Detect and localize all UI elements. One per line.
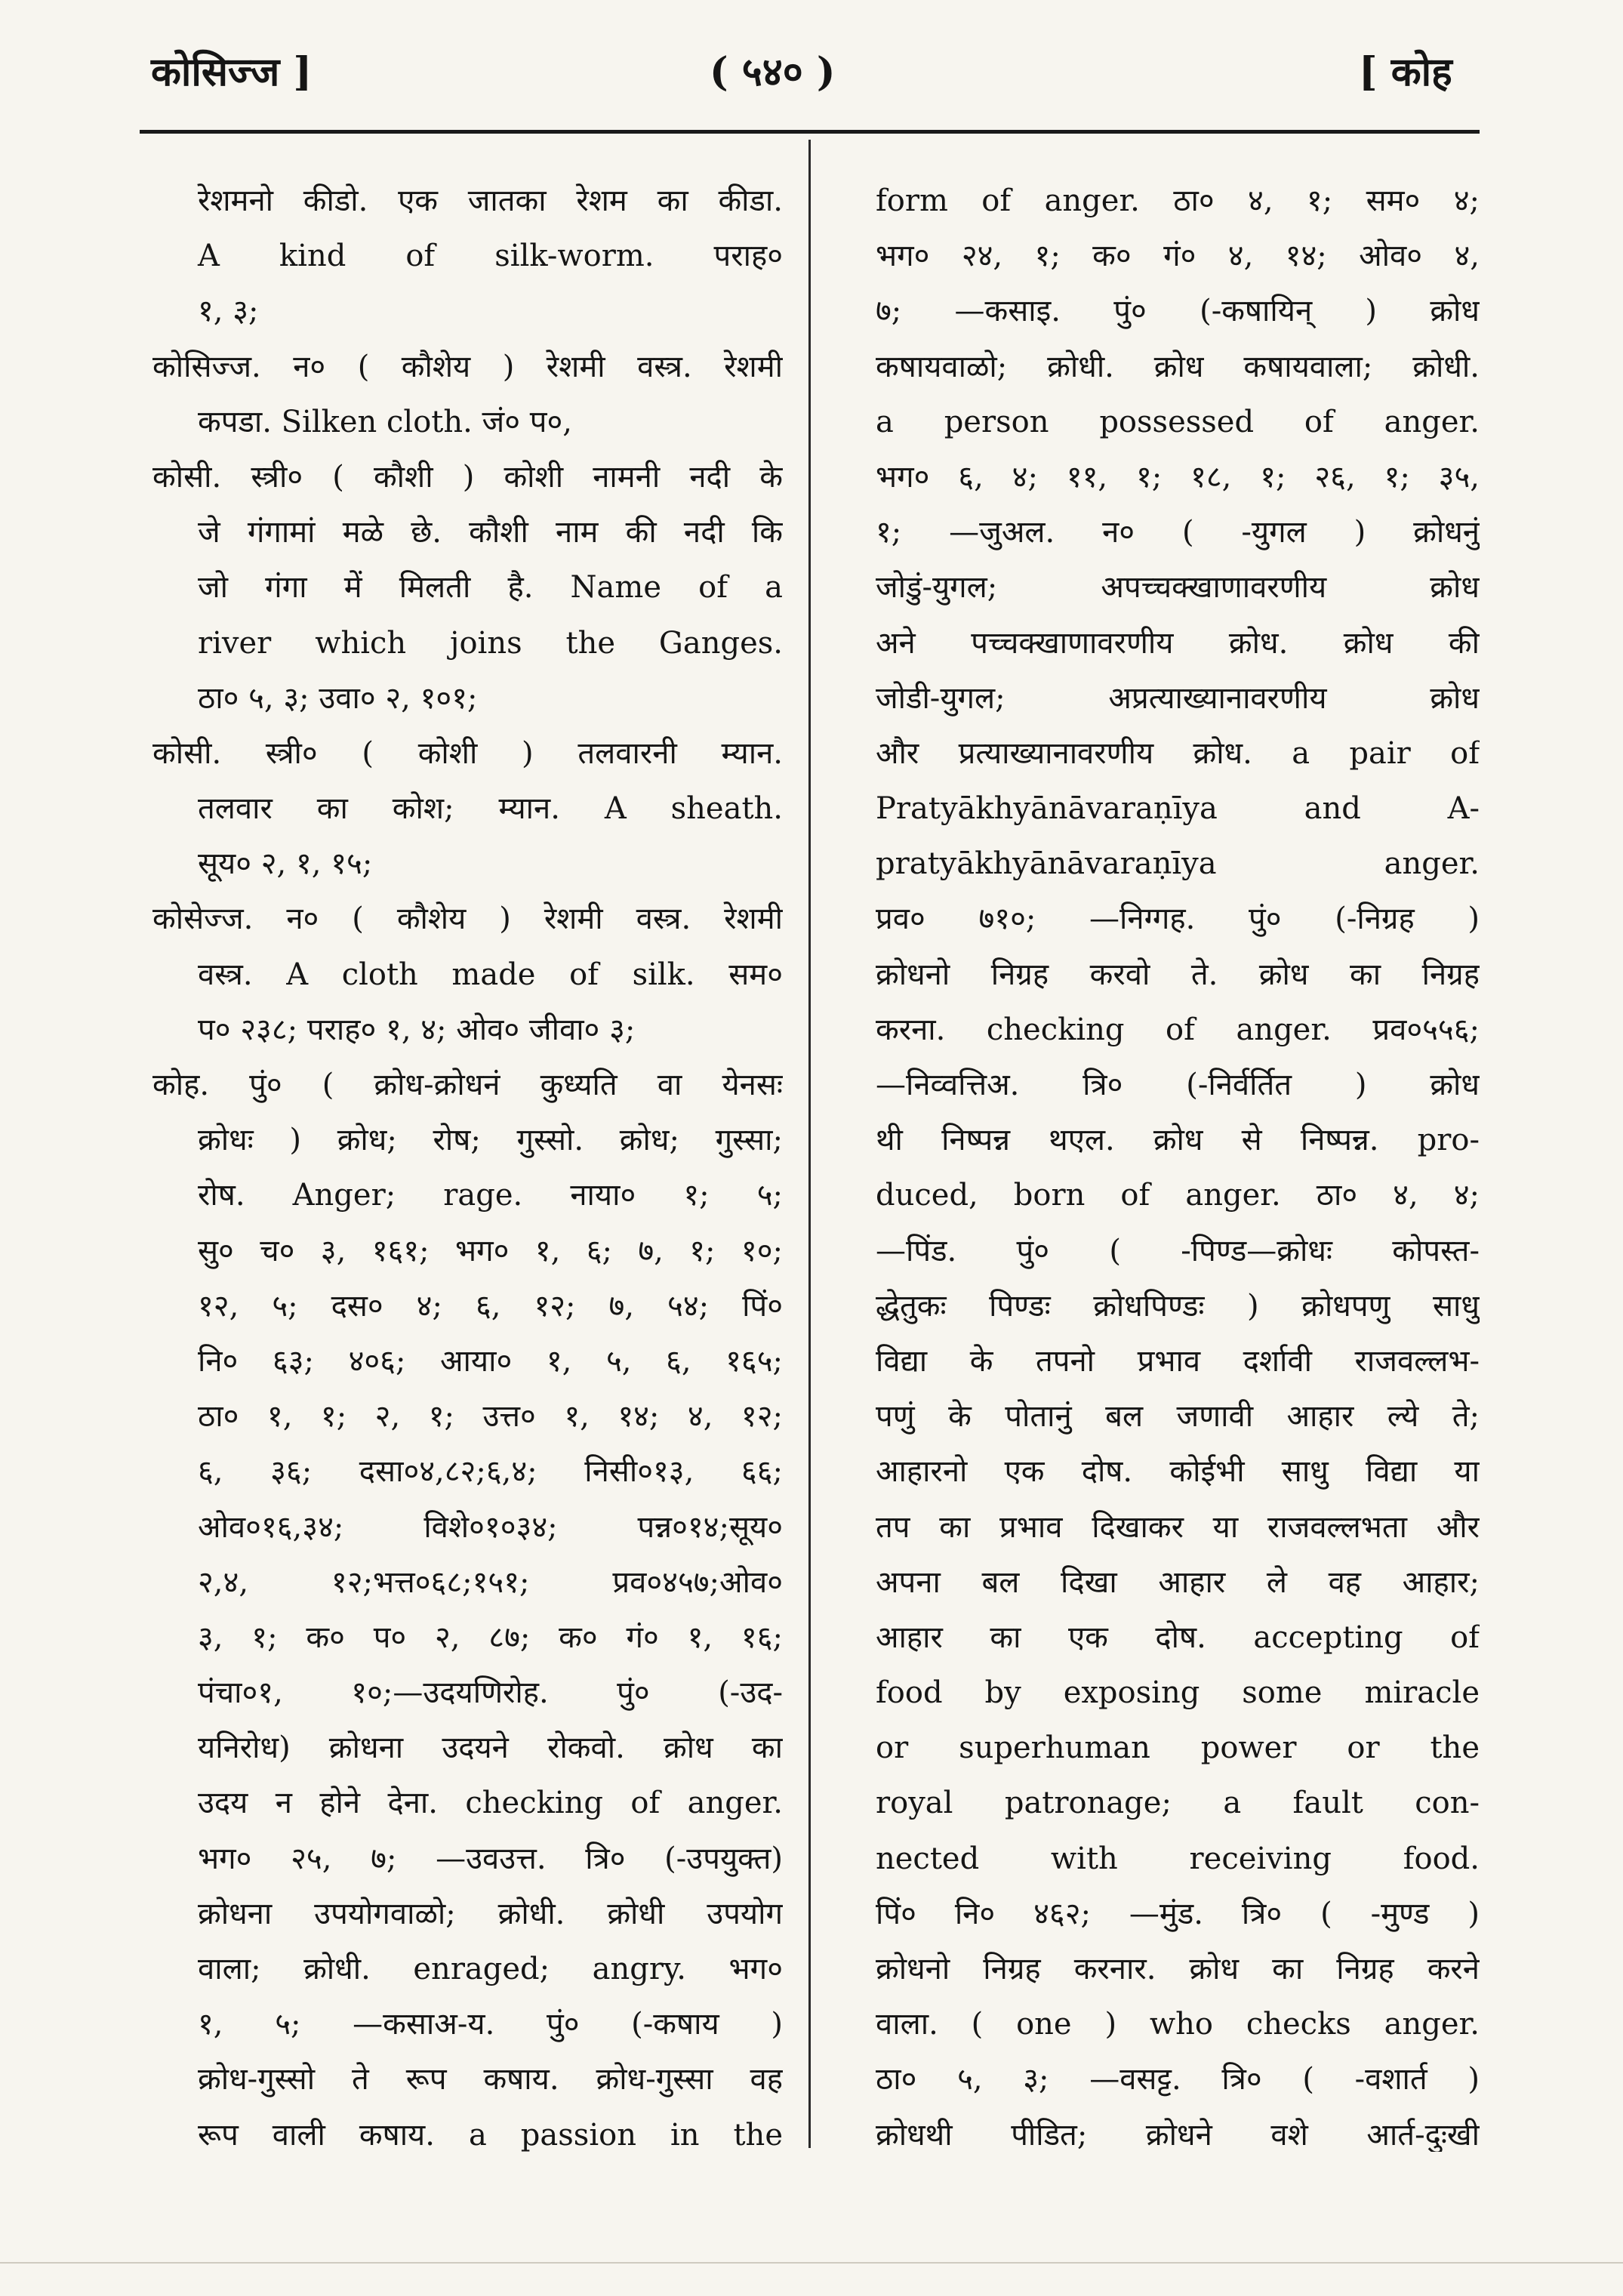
dictionary-line: कोसेज्ज. न० ( कौशेय ) रेशमी वस्त्र. रेशमी [152,901,783,937]
right-column [876,174,1480,2152]
dictionary-line: तप का प्रभाव दिखाकर या राजवल्लभता और [876,1509,1480,1545]
column-divider [808,140,811,2148]
dictionary-line: ७; —कसाइ. पुं० (-कषायिन् ) क्रोध [876,294,1480,329]
dictionary-line: ओव०१६,३४; विशे०१०३४; पन्न०१४;सूय० [198,1509,783,1545]
dictionary-line: वाला. ( one ) who checks anger. [876,2007,1480,2042]
dictionary-line: ३, १; क० प० २, ८७; क० गं० १, १६; [198,1620,783,1655]
dictionary-line: or superhuman power or the [876,1730,1480,1766]
dictionary-line: जे गंगामां मळे छे. कौशी नाम की नदी कि [198,515,783,550]
dictionary-line: a person possessed of anger. [876,404,1480,439]
dictionary-line: सु० च० ३, १६१; भग० १, ६; ७, १; १०; [198,1233,783,1268]
dictionary-line: आहार का एक दोष. accepting of [876,1620,1480,1655]
running-head-first-entry: कोसिज्ज ] [151,49,313,95]
dictionary-line: करना. checking of anger. प्रव०५५६; [876,1012,1480,1047]
dictionary-line: कोह. पुं० ( क्रोध-क्रोधनं कुध्यति वा येनसः [152,1068,783,1102]
dictionary-line: form of anger. ठा० ४, १; सम० ४; [876,183,1480,218]
page-header [0,0,1623,132]
dictionary-line: १, ५; —कसाअ-य. पुं० (-कषाय ) [198,2007,783,2042]
dictionary-line: ठा० १, १; २, १; उत्त० १, १४; ४, १२; [198,1399,783,1435]
dictionary-line: और प्रत्याख्यानावरणीय क्रोध. a pair of [876,735,1480,771]
dictionary-line: क्रोधनो निग्रह करनार. क्रोध का निग्रह करने [876,1952,1480,1986]
dictionary-line: आहारनो एक दोष. कोईभी साधु विद्या या [876,1454,1480,1490]
dictionary-line: food by exposing some miracle [876,1675,1480,1711]
dictionary-line: सूय० २, १, १५; [198,846,373,882]
dictionary-line: उदय न होने देना. checking of anger. [198,1786,783,1821]
dictionary-line: १, ३; [198,294,259,329]
dictionary-line: वाला; क्रोधी. enraged; angry. भग० [198,1952,783,1986]
dictionary-line: क्रोध-गुस्सो ते रूप कषाय. क्रोध-गुस्सा वह [198,2062,783,2097]
dictionary-line: pratyākhyānāvaraṇīya anger. [876,846,1480,882]
dictionary-line: रोष. Anger; rage. नाया० १; ५; [198,1178,783,1213]
dictionary-line: कोसी. स्त्री० ( कौशी ) कोशी नामनी नदी के [152,459,783,495]
dictionary-line: river which joins the Ganges. [198,625,783,661]
dictionary-line: भग० २५, ७; —उवउत्त. त्रि० (-उपयुक्त) [198,1841,783,1876]
page-bottom-edge [0,2262,1623,2264]
dictionary-line: विद्या के तपनो प्रभाव दर्शावी राजवल्लभ- [876,1343,1480,1379]
dictionary-line: रूप वाली कषाय. a passion in the [198,2117,783,2152]
dictionary-line: पंचा०१, १०;—उदयणिरोह. पुं० (-उद- [198,1675,783,1711]
dictionary-line: क्रोधथी पीडित; क्रोधने वशे आर्त-दुःखी [876,2117,1480,2152]
dictionary-line: २,४, १२;भत्त०६८;१५१; प्रव०४५७;ओव० [198,1564,783,1600]
dictionary-line: कपडा. Silken cloth. जं० प०, [198,404,572,439]
dictionary-line: अने पच्चक्खाणावरणीय क्रोध. क्रोध की [876,625,1480,661]
dictionary-line: जो गंगा में मिलती है. Name of a [198,570,783,606]
dictionary-line: द्धेतुकः पिण्डः क्रोधपिण्डः ) क्रोधपणु साधु [876,1288,1480,1324]
dictionary-line: क्रोधना उपयोगवाळो; क्रोधी. क्रोधी उपयोग [198,1896,783,1931]
dictionary-line: जोडुं-युगल; अपच्चक्खाणावरणीय क्रोध [876,570,1480,606]
dictionary-line: क्रोधनो निग्रह करवो ते. क्रोध का निग्रह [876,957,1480,992]
dictionary-line: A kind of silk-worm. पराह० [198,239,783,274]
dictionary-line: कोसिज्ज. न० ( कौशेय ) रेशमी वस्त्र. रेशमी [152,349,783,384]
dictionary-line: Pratyākhyānāvaraṇīya and A- [876,791,1480,827]
dictionary-line: तलवार का कोश; म्यान. A sheath. [198,791,783,827]
dictionary-line: यनिरोध) क्रोधना उदयने रोकवो. क्रोध का [198,1730,783,1766]
dictionary-line: nected with receiving food. [876,1841,1480,1876]
running-head-last-entry: [ कोह [1359,49,1452,95]
dictionary-line: —पिंड. पुं० ( -पिण्ड—क्रोधः कोपस्त- [876,1233,1480,1268]
left-column [152,174,783,2152]
dictionary-line: अपना बल दिखा आहार ले वह आहार; [876,1564,1480,1600]
dictionary-line: नि० ६३; ४०६; आया० १, ५, ६, १६५; [198,1343,783,1379]
dictionary-line: १२, ५; दस० ४; ६, १२; ७, ५४; पिं० [198,1288,783,1324]
dictionary-line: —निव्वत्तिअ. त्रि० (-निर्वर्तित ) क्रोध [876,1068,1480,1102]
dictionary-line: कषायवाळो; क्रोधी. क्रोध कषायवाला; क्रोधी. [876,349,1480,384]
dictionary-line: प० २३८; पराह० १, ४; ओव० जीवा० ३; [198,1012,636,1047]
dictionary-line: जोडी-युगल; अप्रत्याख्यानावरणीय क्रोध [876,680,1480,716]
dictionary-line: ठा० ५, ३; —वसट्ट. त्रि० ( -वशार्त ) [876,2062,1480,2097]
dictionary-line: वस्त्र. A cloth made of silk. सम० [198,957,783,992]
dictionary-line: royal patronage; a fault con- [876,1786,1480,1821]
dictionary-line: duced, born of anger. ठा० ४, ४; [876,1178,1480,1213]
dictionary-line: प्रव० ७१०; —निग्गह. पुं० (-निग्रह ) [876,901,1480,937]
dictionary-line: ठा० ५, ३; उवा० २, १०१; [198,680,478,716]
page-number: ( ५४० ) [710,49,836,95]
dictionary-line: रेशमनो कीडो. एक जातका रेशम का कीडा. [198,183,783,218]
dictionary-line: पणुं के पोतानुं बल जणावी आहार ल्ये ते; [876,1399,1480,1435]
dictionary-line: भग० २४, १; क० गं० ४, १४; ओव० ४, [876,239,1480,274]
dictionary-line: थी निष्पन्न थएल. क्रोध से निष्पन्न. pro- [876,1123,1480,1158]
header-rule [140,130,1480,134]
dictionary-line: १; —जुअल. न० ( -युगल ) क्रोधनुं [876,515,1480,550]
dictionary-line: ६, ३६; दसा०४,८२;६,४; निसी०१३, ६६; [198,1454,783,1490]
dictionary-line: क्रोधः ) क्रोध; रोष; गुस्सो. क्रोध; गुस्सा; [198,1123,783,1158]
dictionary-line: भग० ६, ४; ११, १; १८, १; २६, १; ३५, [876,459,1480,495]
dictionary-line: पिं० नि० ४६२; —मुंड. त्रि० ( -मुण्ड ) [876,1896,1480,1931]
dictionary-line: कोसी. स्त्री० ( कोशी ) तलवारनी म्यान. [152,735,783,771]
